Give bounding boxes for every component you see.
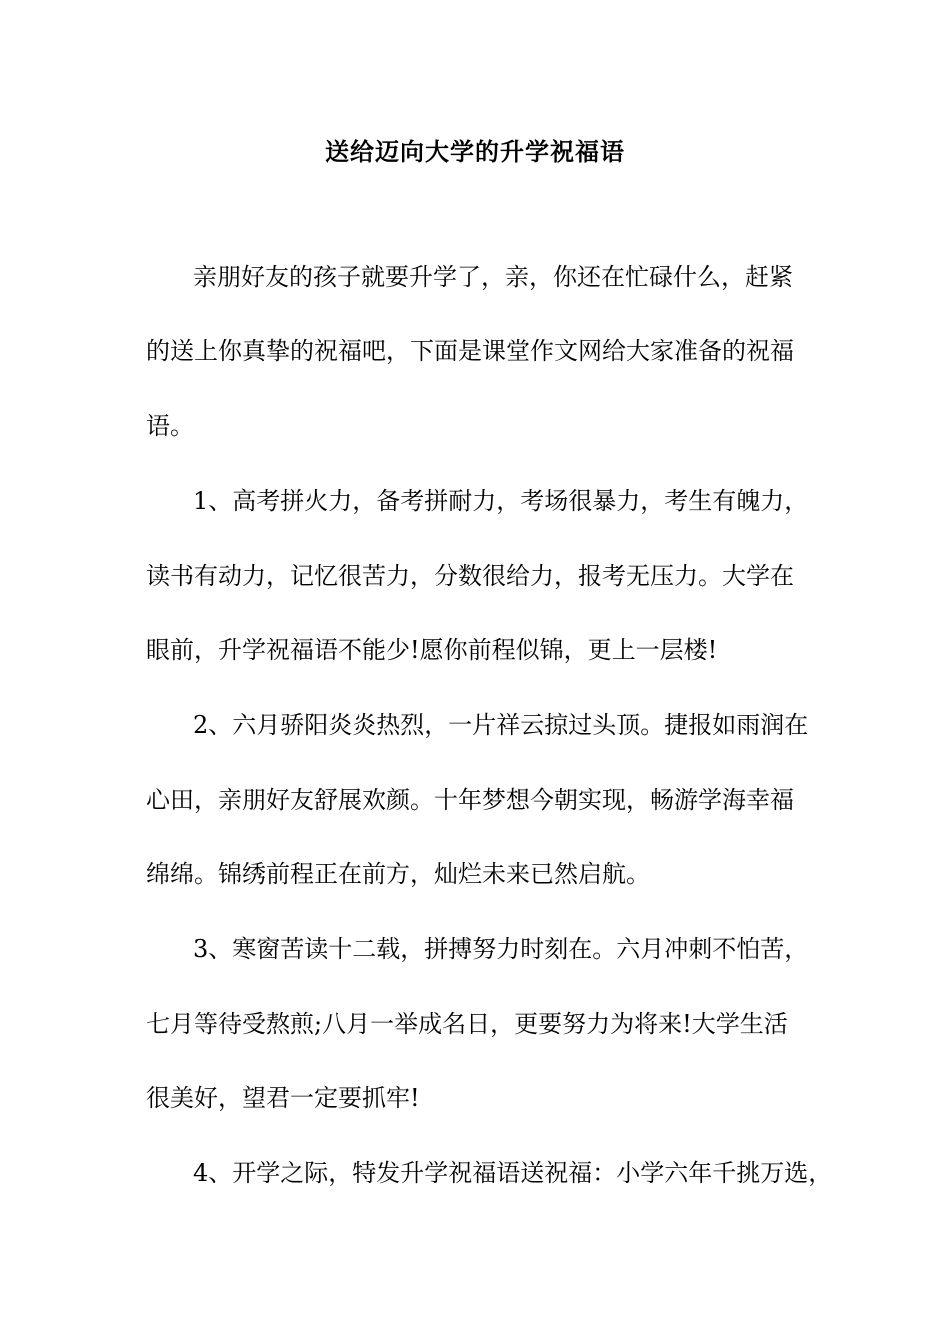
paragraph-line: 4、开学之际，特发升学祝福语送祝福：小学六年千挑万选，	[193, 1159, 833, 1187]
paragraph-line: 很美好，望君一定要抓牢!	[146, 1084, 420, 1112]
paragraph-line: 语。	[146, 412, 194, 440]
paragraph-line: 心田，亲朋好友舒展欢颜。十年梦想今朝实现，畅游学海幸福	[146, 786, 794, 814]
paragraph-line: 亲朋好友的孩子就要升学了，亲，你还在忙碌什么，赶紧	[193, 263, 793, 291]
paragraph-line: 读书有动力，记忆很苦力，分数很给力，报考无压力。大学在	[146, 562, 794, 590]
paragraph-line: 眼前，升学祝福语不能少!愿你前程似锦，更上一层楼!	[146, 636, 718, 664]
paragraph-line: 1、高考拼火力，备考拼耐力，考场很暴力，考生有魄力，	[193, 487, 809, 515]
paragraph-line: 3、寒窗苦读十二载，拼搏努力时刻在。六月冲刺不怕苦，	[193, 935, 809, 963]
paragraph-line: 的送上你真挚的祝福吧，下面是课堂作文网给大家准备的祝福	[146, 337, 794, 365]
paragraph-line: 七月等待受熬煎;八月一举成名日，更要努力为将来!大学生活	[146, 1010, 788, 1038]
paragraph-line: 绵绵。锦绣前程正在前方，灿烂未来已然启航。	[146, 860, 650, 888]
paragraph-line: 2、六月骄阳炎炎热烈，一片祥云掠过头顶。捷报如雨润在	[193, 711, 809, 739]
document-title: 送给迈向大学的升学祝福语	[325, 137, 625, 166]
